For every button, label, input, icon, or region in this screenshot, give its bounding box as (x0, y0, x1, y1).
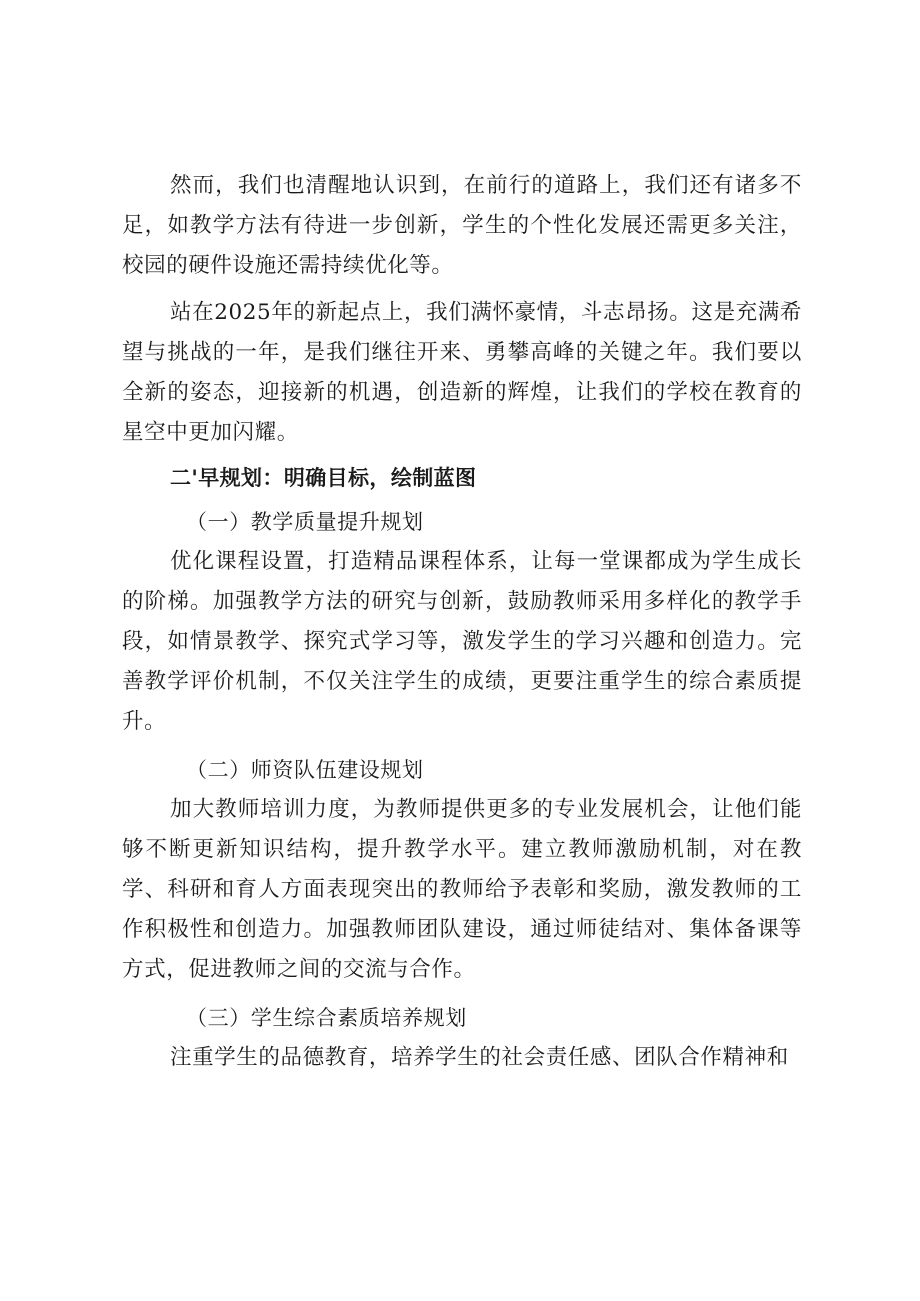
paragraph-shortcomings: 然而，我们也清醒地认识到，在前行的道路上，我们还有诸多不足，如教学方法有待进一步创新，学生的个性化发展还需更多关注，校园的硬件设施还需持续优化等。 (122, 173, 802, 278)
subheading-student-quality: （三）学生综合素质培养规划 (186, 1006, 467, 1030)
paragraph-teaching-quality: 优化课程设置，打造精品课程体系，让每一堂课都成为学生成长的阶梯。加强教学方法的研究与创新，鼓励教师采用多样化的教学手段，如情景教学、探究式学习等，激发学生的学习兴趣和创造力。完善教学评价机制，不仅关注学生的成绩，更要注重学生的综合素质提升。 (122, 549, 802, 734)
document-body (122, 166, 802, 1078)
paragraph-teacher-team: 加大教师培训力度，为教师提供更多的专业发展机会，让他们能够不断更新知识结构，提升教学水平。建立教师激励机制，对在教学、科研和育人方面表现突出的教师给予表彰和奖励，激发教师的工作积极性和创造力。加强教师团队建设，通过师徒结对、集体备课等方式，促进教师之间的交流与合作。 (122, 797, 802, 982)
subheading-teaching-quality: （一）教学质量提升规划 (186, 510, 424, 534)
paragraph-new-start-2025: 站在2025年的新起点上，我们满怀豪情，斗志昂扬。这是充满希望与挑战的一年，是我们继往开来、勇攀高峰的关键之年。我们要以全新的姿态，迎接新的机遇，创造新的辉煌，让我们的学校在教育的星空中更加闪耀。 (122, 300, 802, 445)
paragraph-student-quality: 注重学生的品德教育，培养学生的社会责任感、团队合作精神和 (170, 1045, 789, 1070)
subheading-teacher-team: （二）师资队伍建设规划 (186, 758, 424, 782)
section-heading-planning: 二'早规划：明确目标，绘制蓝图 (170, 466, 477, 490)
